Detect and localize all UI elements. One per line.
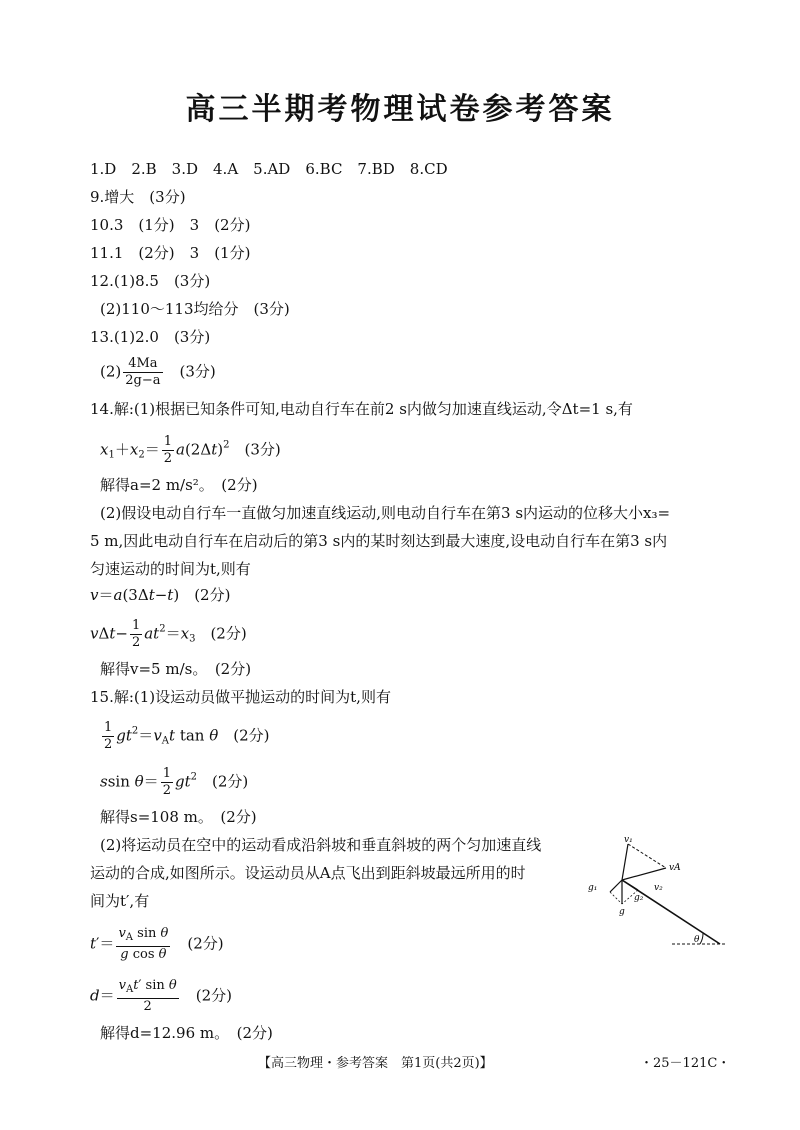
answer-line-14-4: 5 m,因此电动自行车在启动后的第3 s内的某时刻达到最大速度,设电动自行车在第3 s内 — [90, 532, 668, 550]
answer-line-15-2: 解得s=108 m。 (2分) — [100, 808, 257, 826]
v1-vector — [622, 844, 628, 880]
v1-label: v₁ — [624, 835, 633, 845]
answer-line-15-1: 15.解:(1)设运动员做平抛运动的时间为t,则有 — [90, 688, 391, 706]
equation-14-1: $x_1+x_2=$ $\frac{1}{2}$ $a(2\Delta t)^2$ (3分) — [100, 434, 281, 466]
equation-15-4: d＝ $\frac{v_At' \sin \theta}{2}$ (2分) — [90, 978, 232, 1014]
g2-label: g₂ — [634, 893, 644, 903]
answer-line-15-3: (2)将运动员在空中的运动看成沿斜坡和垂直斜坡的两个匀加速直线 — [100, 836, 542, 854]
v2-label: v₂ — [654, 883, 663, 893]
answer-line-14-5: 匀速运动的时间为t,则有 — [90, 560, 251, 578]
page-title: 高三半期考物理试卷参考答案 — [185, 92, 615, 127]
footer-code: ・25－121C・ — [640, 1056, 731, 1071]
answer-line-12-1: 12.(1)8.5 (3分) — [90, 272, 211, 290]
theta-label: θ — [694, 935, 700, 945]
answer-line-12-2: (2)110～113均给分 (3分) — [100, 300, 290, 318]
answer-line-13-2: (2) $\frac{4Ma}{2g-a}$ (3分) — [100, 356, 216, 388]
equation-14-3: vΔt− $\frac{1}{2}$ $at^2=x_3$ (2分) — [90, 618, 247, 650]
answer-line-15-4: 运动的合成,如图所示。设运动员从A点飞出到距斜坡最远所用的时 — [90, 864, 526, 882]
theta-arc — [700, 933, 703, 944]
va-vector — [622, 868, 666, 880]
equation-15-3: t′＝ $\frac{v_A \sin \theta}{\text{g cos θ}}$ (2分) — [90, 926, 224, 962]
va-label: vA — [669, 863, 681, 873]
equation-15-2: ssin θ＝ $\frac{1}{2}$ $gt^2$ (2分) — [100, 766, 249, 798]
answer-line-15-5: 间为t′,有 — [90, 892, 150, 910]
answer-line-15-6: 解得d=12.96 m。 (2分) — [100, 1024, 273, 1042]
footer-page-info: 【高三物理・参考答案 第1页(共2页)】 — [258, 1056, 493, 1071]
g1-vector — [610, 880, 622, 892]
velocity-decomposition-diagram — [582, 832, 732, 952]
answer-line-13-1: 13.(1)2.0 (3分) — [90, 328, 211, 346]
equation-15-1: $\frac{1}{2}$ $gt^2=v_At$ tan θ (2分) — [104, 720, 270, 752]
answer-line-14-1: 14.解:(1)根据已知条件可知,电动自行车在前2 s内做匀加速直线运动,令Δt=1 s,有 — [90, 400, 633, 418]
answer-line-14-6: 解得v=5 m/s。 (2分) — [100, 660, 252, 678]
g1-label: g₁ — [588, 883, 598, 893]
answer-line-11: 11.1 (2分) 3 (1分) — [90, 244, 251, 262]
answer-line-1-8: 1.D 2.B 3.D 4.A 5.AD 6.BC 7.BD 8.CD — [90, 160, 448, 178]
answer-line-14-3: (2)假设电动自行车一直做匀加速直线运动,则电动自行车在第3 s内运动的位移大小x₃= — [100, 504, 671, 522]
equation-14-2: v＝a(3Δt−t) (2分) — [90, 586, 231, 604]
g2-vector — [622, 880, 638, 890]
answer-line-9: 9.增大 (3分) — [90, 188, 186, 206]
g-label: g — [619, 907, 625, 917]
fraction-13: $\frac{4Ma}{2g-a}$ — [125, 356, 161, 388]
answer-line-10: 10.3 (1分) 3 (2分) — [90, 216, 251, 234]
answer-line-14-2: 解得a=2 m/s²。 (2分) — [100, 476, 258, 494]
